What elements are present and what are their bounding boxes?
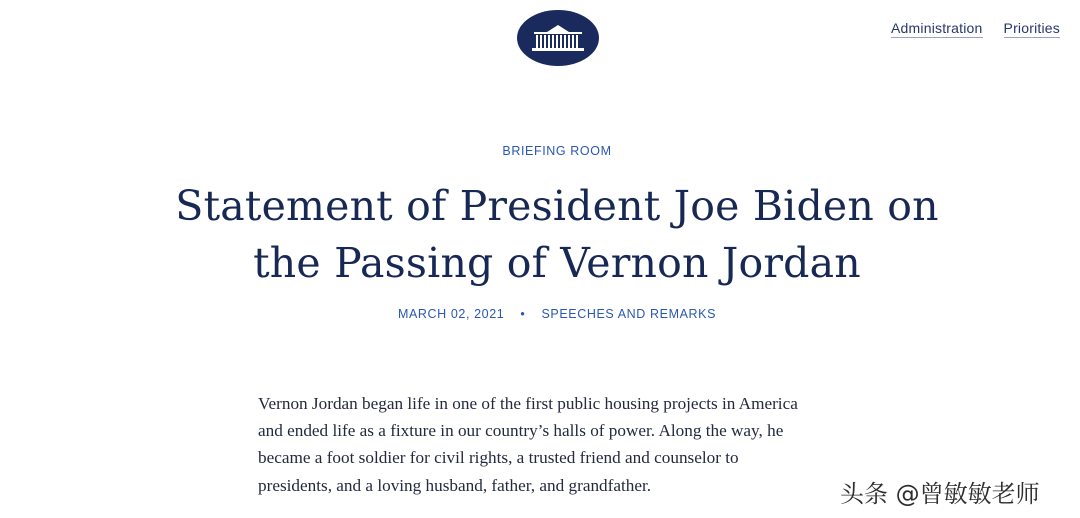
article-title-line-1: Statement of President Joe Biden on [175,182,939,230]
article-title-line-2: the Passing of Vernon Jordan [253,239,861,287]
nav-link-administration[interactable]: Administration [891,20,983,36]
publish-date: MARCH 02, 2021 [397,307,505,321]
white-house-seal-icon[interactable] [517,10,599,66]
nav-link-priorities[interactable]: Priorities [1003,20,1060,36]
body-line: Vernon Jordan began life in one of the first public housing projects in America [258,394,798,413]
watermark: 头条 @曾敏敏老师 [840,480,1040,508]
category-label[interactable]: BRIEFING ROOM [502,144,612,158]
body-line: presidents, and a loving husband, father, and grandfather. [258,475,652,495]
body-line: and ended life as a fixture in our country’s halls of power. Along the way, he [258,421,784,441]
body-line: became a foot soldier for civil rights, a trusted friend and counselor to [258,448,739,468]
article-body [258,390,868,499]
top-navigation [891,20,1060,38]
article-type-link[interactable]: SPEECHES AND REMARKS [541,307,717,321]
article-title [150,178,964,292]
meta-separator: • [520,307,526,321]
article-meta [0,307,1080,321]
